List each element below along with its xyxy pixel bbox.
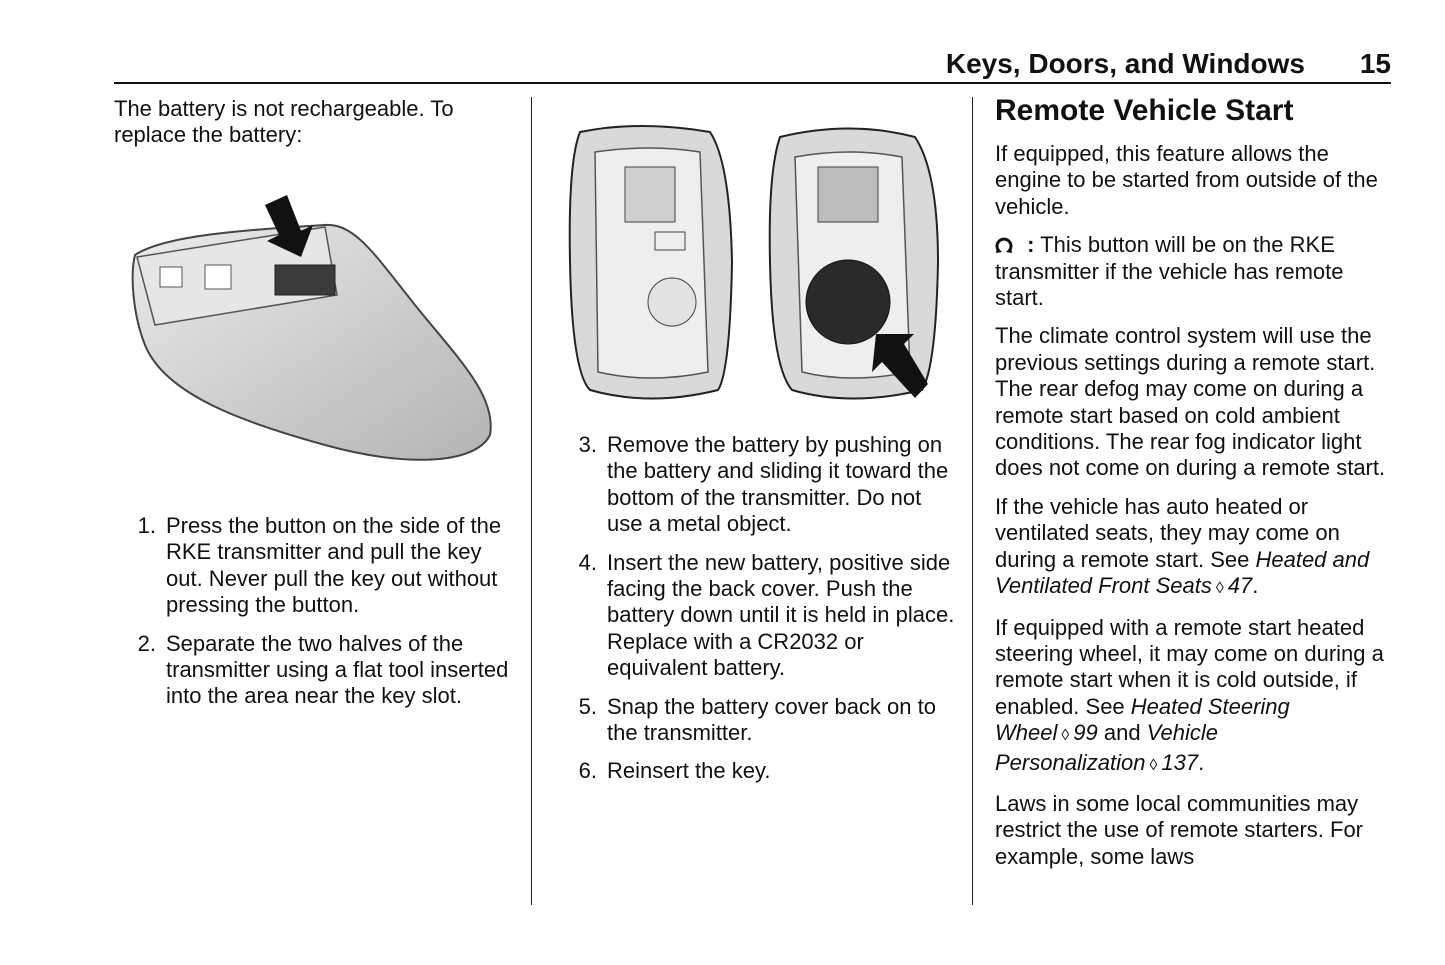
column-divider-right [972, 97, 973, 905]
paragraph-climate: The climate control system will use the previous settings during a remote start. The rear defog may come on during a remote start based on cold ambient conditions. The rear fog indicator light does not come on during a remote start. [995, 323, 1386, 481]
step-number: 4. [578, 549, 597, 575]
chip [625, 167, 675, 222]
step-text: Insert the new battery, positive side facing the back cover. Push the battery down until it is held in place. Replace with a CR2032 or equivalent battery. [607, 549, 955, 681]
coin-battery [806, 260, 890, 344]
chip [818, 167, 878, 222]
sentence-end: . [1198, 749, 1205, 775]
paragraph-seats [995, 494, 1395, 603]
step-number: 3. [578, 432, 597, 457]
step-2 [124, 631, 514, 710]
step-5 [565, 694, 960, 747]
step-text: Press the button on the side of the RKE transmitter and pull the key out. Never pull the key out without pressing the button. [166, 513, 502, 618]
step-text: Snap the battery cover back on to the transmitter. [607, 693, 936, 746]
step-number: 2. [137, 630, 156, 656]
page-ref-icon: ◊ [1061, 727, 1070, 745]
page-number: 15 [1359, 48, 1391, 79]
and-text: and [1097, 720, 1147, 746]
seats-text: If the vehicle has auto heated or ventilated seats, they may come on during a remote start. See [995, 493, 1340, 572]
left-steps [124, 513, 514, 722]
column-divider-left [531, 97, 532, 905]
key-slot [275, 265, 335, 295]
xref-title: Vehicle Personalization [995, 720, 1219, 775]
icon-colon: : [1021, 232, 1035, 258]
xref-page: 137 [1161, 749, 1199, 775]
sentence-end: . [1252, 573, 1259, 599]
remote-start-icon [995, 234, 1013, 254]
xref-title: Heated and Ventilated Front Seats [995, 546, 1370, 599]
step-text: Separate the two halves of the transmitter using a flat tool inserted into the area near the key slot. [166, 630, 509, 709]
step-3 [565, 432, 960, 538]
left-column-intro [114, 96, 514, 161]
step-1 [124, 513, 514, 619]
page-ref-icon: ◊ [1149, 756, 1158, 774]
battery-intro: The battery is not rechargeable. To replace the battery: [114, 96, 454, 148]
button-description: This button will be on the RKE transmitter if the vehicle has remote start. [995, 232, 1344, 311]
xref-page: 47 [1227, 573, 1253, 599]
paragraph-laws: Laws in some local communities may restrict the use of remote starters. For example, some laws [995, 790, 1364, 869]
paragraph-steering [995, 615, 1395, 779]
steering-text: If equipped with a remote start heated steering wheel, it may come on during a remote start when it is cold outside, if enabled. See [995, 614, 1384, 719]
step-4 [565, 550, 960, 682]
transmitter-battery-illustration [560, 122, 945, 407]
button-contact [648, 278, 696, 326]
latch-tab [205, 265, 231, 289]
step-6 [565, 758, 960, 784]
paragraph-button [995, 232, 1395, 311]
step-number: 5. [578, 693, 597, 719]
middle-steps [565, 432, 960, 797]
page-ref-icon: ◊ [1215, 580, 1224, 598]
step-text: Reinsert the key. [607, 758, 771, 784]
latch-tab [160, 267, 182, 287]
step-number: 6. [578, 758, 597, 784]
step-text: Remove the battery by pushing on the battery and sliding it toward the bottom of the transmitter. Do not use a metal object. [607, 432, 949, 537]
paragraph-feature: If equipped, this feature allows the engine to be started from outside of the vehicle. [995, 141, 1378, 219]
running-header [114, 48, 1391, 84]
step-number: 1. [137, 513, 156, 538]
key-fob-arrow-illustration [125, 195, 500, 480]
right-column [995, 95, 1395, 882]
xref-title: Heated Steering Wheel [995, 693, 1290, 746]
section-heading: Remote Vehicle Start [995, 94, 1294, 127]
section-title: Keys, Doors, and Windows [945, 48, 1305, 79]
xref-page: 99 [1073, 720, 1098, 746]
